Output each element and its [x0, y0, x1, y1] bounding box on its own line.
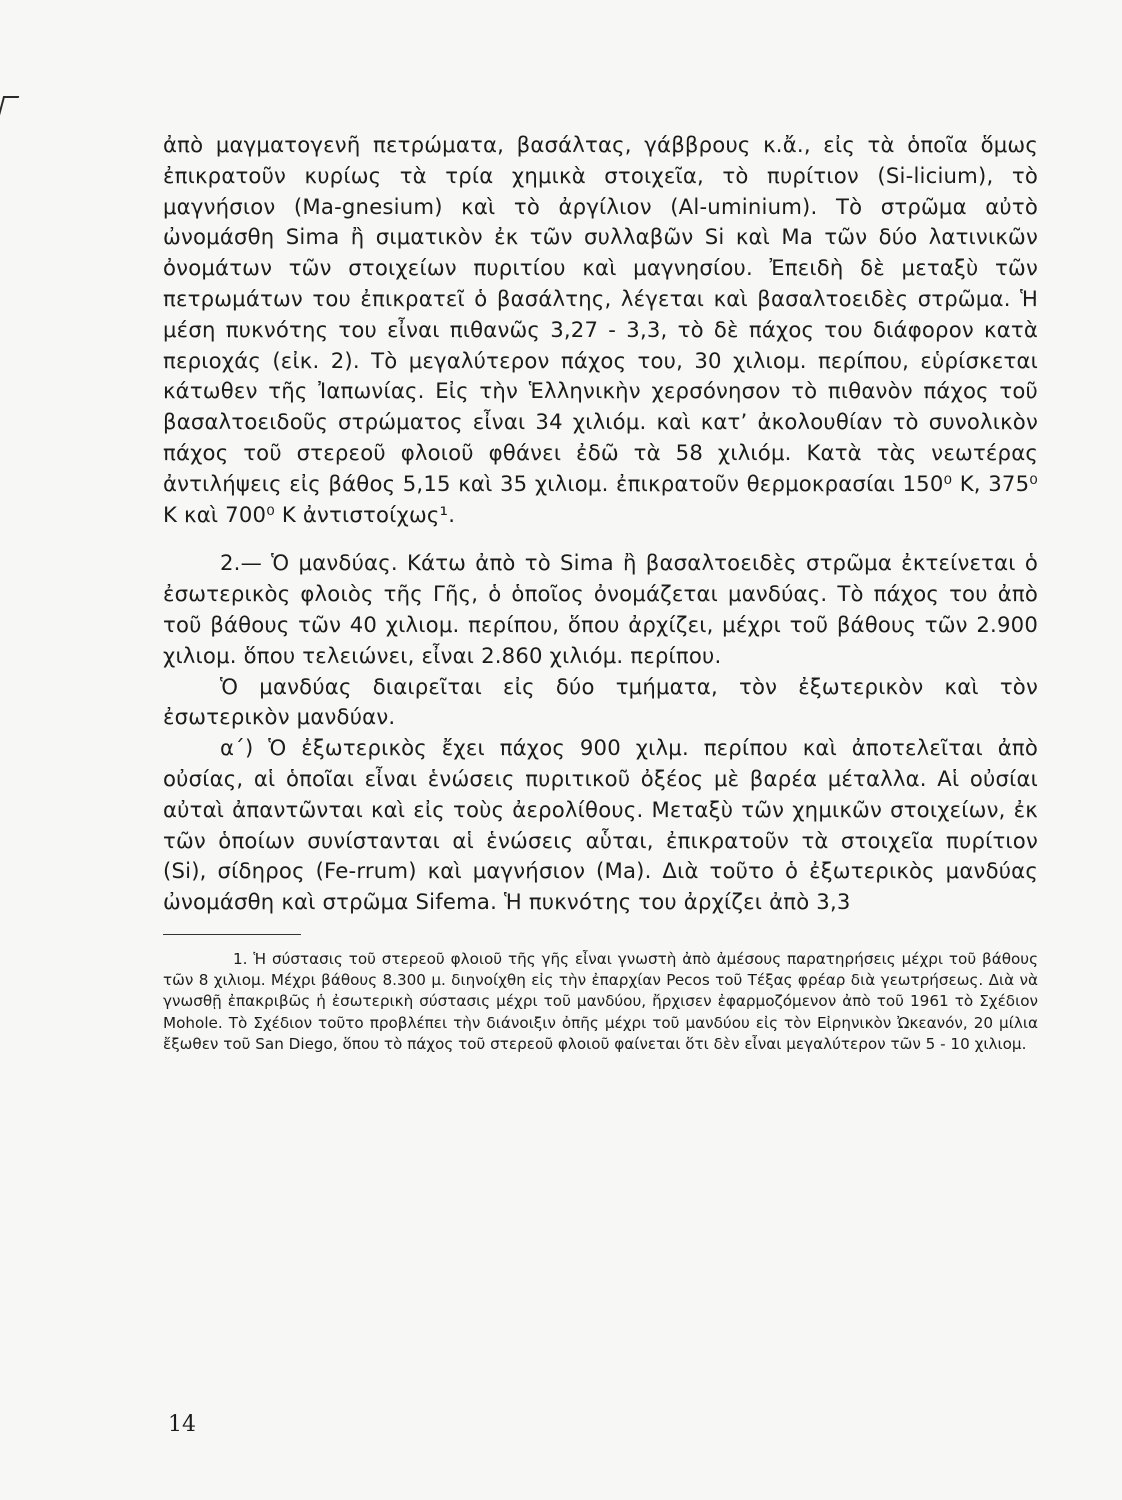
paragraph-outer-mantle: α΄) Ὁ ἐξωτερικὸς ἔχει πάχος 900 χιλμ. περίπου καὶ ἀποτελεῖται ἀπὸ οὐσίας, αἱ ὁποῖαι εἶναι ἑνώσεις πυριτικοῦ ὀξέος μὲ βαρέα μέταλλα. Αἱ οὐσίαι αὐταὶ ἀπαντῶνται καὶ εἰς τοὺς ἀερολίθους. Μεταξὺ τῶν χημικῶν στοιχείων, ἐκ τῶν ὁποίων συνίστανται αἱ ἑνώσεις αὗται, ἐπικρατοῦν τὰ στοιχεῖα πυρίτιον (Si), σίδηρος (Fe-rrum) καὶ μαγνήσιον (Ma). Διὰ τοῦτο ὁ ἐξωτερικὸς μανδύας ὠνομάσθη καὶ στρῶμα Sifema. Ἡ πυκνότης του ἀρχίζει ἀπὸ 3,3 [163, 735, 1038, 915]
page-content [163, 130, 1038, 1055]
paragraph-sima: ἀπὸ μαγματογενῆ πετρώματα, βασάλτας, γάββρους κ.ἄ., εἰς τὰ ὁποῖα ὅμως ἐπικρατοῦν κυρίως τὰ τρία χημικὰ στοιχεῖα, τὸ πυρίτιον (Si-licium), τὸ μαγνήσιον (Ma-gnesium) καὶ τὸ ἀργίλιον (Al-uminium). Τὸ στρῶμα αὐτὸ ὠνομάσθη Sima ἢ σιματικὸν ἐκ τῶν συλλαβῶν Si καὶ Ma τῶν δύο λατινικῶν ὀνομάτων τῶν στοιχείων πυριτίου καὶ μαγνησίου. Ἐπειδὴ δὲ μεταξὺ τῶν πετρωμάτων του ἐπικρατεῖ ὁ βασάλτης, λέγεται καὶ βασαλτοειδὲς στρῶμα. Ἡ μέση πυκνότης του εἶναι πιθανῶς 3,27 - 3,3, τὸ δὲ πάχος του διάφορον κατὰ περιοχάς (εἰκ. 2). Τὸ μεγαλύτερον πάχος του, 30 χιλιομ. περίπου, εὑρίσκεται κάτωθεν τῆς Ἰαπωνίας. Εἰς τὴν Ἑλληνικὴν χερσόνησον τὸ πιθανὸν πάχος τοῦ βασαλτοειδοῦς στρώματος εἶναι 34 χιλιόμ. καὶ κατ’ ἀκολουθίαν τὸ συνολικὸν πάχος τοῦ στερεοῦ φλοιοῦ φθάνει ἐδῶ τὰ 58 χιλιόμ. Κατὰ τὰς νεωτέρας ἀντιλήψεις εἰς βάθος 5,15 καὶ 35 χιλιομ. ἐπικρατοῦν θερμοκρασίαι 150⁰ K, 375⁰ K καὶ 700⁰ K ἀντιστοίχως¹. [163, 132, 1038, 527]
page-number: 14 [168, 1412, 196, 1437]
paragraph-mantle-division: Ὁ μανδύας διαιρεῖται εἰς δύο τμήματα, τὸν ἐξωτερικὸν καὶ τὸν ἐσωτερικὸν μανδύαν. [163, 673, 1038, 730]
footnote: 1. Ἡ σύστασις τοῦ στερεοῦ φλοιοῦ τῆς γῆς εἶναι γνωστὴ ἀπὸ ἀμέσους παρατηρήσεις μέχρι τοῦ βάθους τῶν 8 χιλιομ. Μέχρι βάθους 8.300 μ. διηνοίχθη εἰς τὴν ἐπαρχίαν Pecos τοῦ Τέξας φρέαρ διὰ γεωτρήσεως. Διὰ νὰ γνωσθῇ ἐπακριβῶς ἡ ἐσωτερικὴ σύστασις μέχρι τοῦ μανδύου, ἤρχισεν ἐφαρμοζόμενον ἀπὸ τοῦ 1961 τὸ Σχέδιον Mohole. Τὸ Σχέδιον τοῦτο προβλέπει τὴν διάνοιξιν ὀπῆς μέχρι τοῦ μανδύου εἰς τὸν Εἰρηνικὸν Ὠκεανόν, 20 μίλια ἔξωθεν τοῦ San Diego, ὅπου τὸ πάχος τοῦ στερεοῦ φλοιοῦ φαίνεται ὅτι δὲν εἶναι μεγαλύτερον τῶν 5 - 10 χιλιομ. [163, 949, 1038, 1053]
paragraph-mantle: 2.— Ὁ μανδύας. Κάτω ἀπὸ τὸ Sima ἢ βασαλτοειδὲς στρῶμα ἐκτείνεται ὁ ἐσωτερικὸς φλοιὸς τῆς Γῆς, ὁ ὁποῖος ὀνομάζεται μανδύας. Τὸ πάχος του ἀπὸ τοῦ βάθους τῶν 40 χιλιομ. περίπου, ὅπου ἀρχίζει, μέχρι τοῦ βάθους τῶν 2.900 χιλιομ. ὅπου τελειώνει, εἶναι 2.860 χιλιόμ. περίπου. [163, 550, 1038, 668]
page-edge-mark [0, 96, 19, 120]
footnote-separator [163, 934, 301, 935]
